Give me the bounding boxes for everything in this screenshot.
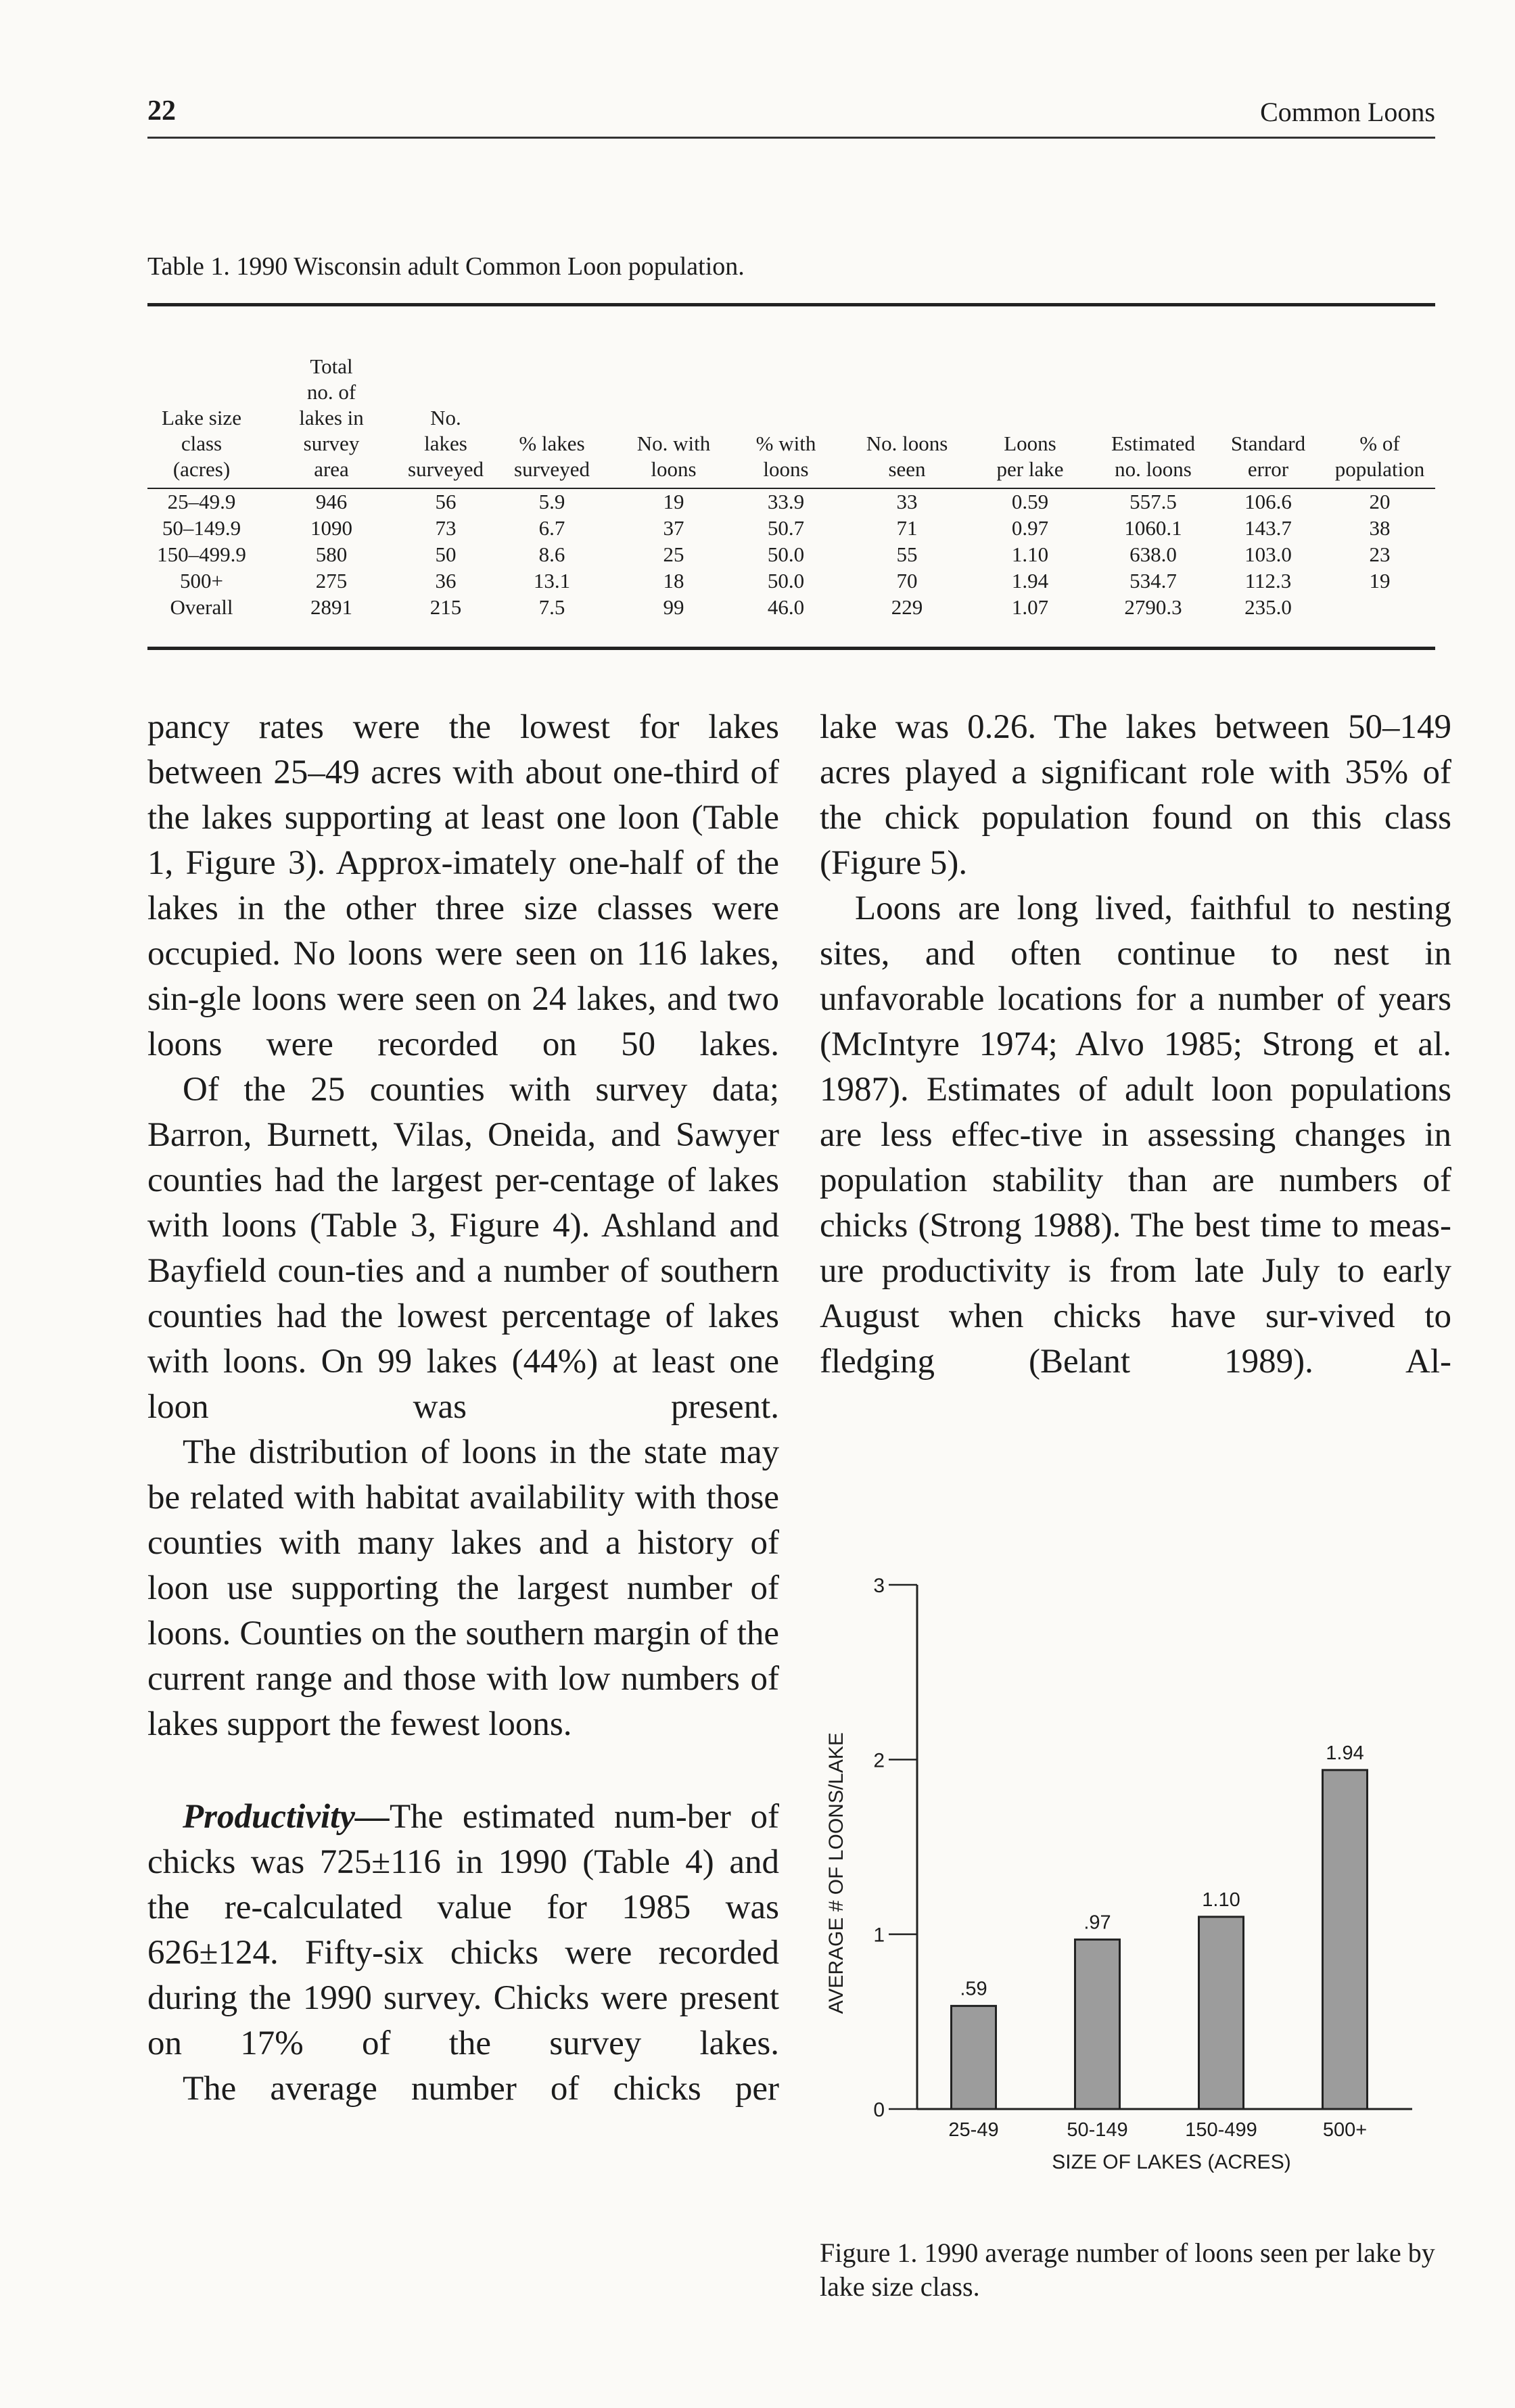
table-cell: 638.0 <box>1129 542 1177 566</box>
table-cell: 13.1 <box>533 569 571 593</box>
table-cell: 99 <box>663 595 684 619</box>
table-cell: 103.0 <box>1244 542 1292 566</box>
paragraph: lake was 0.26. The lakes between 50–149 acres played a significant role with 35% of the chick population found on this class (Figure 5). <box>820 708 1451 882</box>
x-axis-title: SIZE OF LAKES (ACRES) <box>1052 2151 1291 2173</box>
table-cell: 1.07 <box>1011 595 1049 619</box>
table-column-header: % with loons <box>755 432 816 481</box>
table-cell: 557.5 <box>1129 490 1177 513</box>
table-cell: 25–49.9 <box>167 490 236 513</box>
table-cell: 275 <box>315 569 348 593</box>
table-cell: 106.6 <box>1244 490 1292 513</box>
bar-50-149 <box>1075 1939 1120 2109</box>
table-cell: 71 <box>896 516 918 540</box>
paragraph: Of the 25 counties with survey data; Barron, Burnett, Vilas, Oneida, and Sawyer counties had the largest per-centage of lakes with loons (Table 3, Figure 4). Ashland and Bayfield coun-ties and a number of southern counties had the lowest percentage of lakes with loons. On 99 lakes (44%) at least one loon was present. <box>147 1071 779 1426</box>
paragraph: Loons are long lived, faithful to nesting sites, and often continue to nest in unfavorable locations for a number of years (McIntyre 1974; Alvo 1985; Strong et al. 1987). Estimates of adult loon populations are less effec-tive in assessing changes in population stability than are numbers of chicks (Strong 1988). The best time to meas-ure productivity is from late July to early August when chicks have sur-vived to fledging (Belant 1989). Al- <box>820 889 1451 1381</box>
table-cell: 112.3 <box>1244 569 1292 593</box>
paragraph: pancy rates were the lowest for lakes between 25–49 acres with about one-third of the lakes supporting at least one loon (Table 1, Figure 3). Approx-imately one-half of the lakes in the other three size classes were occupied. No loons were seen on 116 lakes, sin-gle loons were seen on 24 lakes, and two loons were recorded on 50 lakes. <box>147 708 779 1063</box>
table-cell: 56 <box>435 490 457 513</box>
table-cell: 70 <box>896 569 918 593</box>
table-column-header: No. lakes surveyed <box>408 406 484 481</box>
table-cell: 5.9 <box>538 490 565 513</box>
bar-150-499 <box>1199 1917 1244 2109</box>
table-cell: 534.7 <box>1129 569 1177 593</box>
table-cell: 235.0 <box>1244 595 1292 619</box>
table-cell: 50.0 <box>767 569 805 593</box>
table-cell: 580 <box>315 542 348 566</box>
table-cell: 20 <box>1369 490 1391 513</box>
table-column-header: % lakes surveyed <box>514 432 590 481</box>
table-cell: 50 <box>435 542 457 566</box>
table-cell: 50.7 <box>767 516 805 540</box>
y-tick-label: 3 <box>873 1575 885 1597</box>
table-cell: 1.10 <box>1011 542 1049 566</box>
table-cell: 2790.3 <box>1124 595 1182 619</box>
paragraph: The distribution of loons in the state may be related with habitat availability with those counties with many lakes and a history of loon use supporting the largest number of loons. Counties on the southern margin of the current range and those with low numbers of lakes support the fewest loons. <box>147 1433 779 1743</box>
left-text-column <box>147 705 779 2112</box>
table-cell: 33 <box>896 490 918 513</box>
table-cell: 0.59 <box>1011 490 1049 513</box>
x-tick-label: 500+ <box>1322 2119 1368 2141</box>
bar-value-label: 1.10 <box>1202 1889 1240 1911</box>
table-cell: 6.7 <box>538 516 565 540</box>
table-cell: 229 <box>891 595 923 619</box>
table-cell: 1090 <box>310 516 352 540</box>
bar-value-label: .59 <box>960 1978 987 2000</box>
table-column-header: Total no. of lakes in survey area <box>299 354 364 481</box>
table-cell: 500+ <box>180 569 223 593</box>
table-cell: 46.0 <box>767 595 805 619</box>
table-cell: 215 <box>429 595 462 619</box>
bar-25-49 <box>952 2006 996 2109</box>
table-column-header: Loons per lake <box>996 432 1064 481</box>
header-rule <box>147 137 1435 139</box>
table-cell: 50.0 <box>767 542 805 566</box>
y-tick-label: 2 <box>873 1749 885 1772</box>
bar-value-label: .97 <box>1083 1912 1111 1934</box>
table-column-header: Lake size class (acres) <box>162 406 241 481</box>
table-top-rule <box>147 303 1435 306</box>
table-cell: 0.97 <box>1011 516 1049 540</box>
paragraph: The average number of chicks per <box>183 2070 779 2108</box>
table-cell: 73 <box>435 516 457 540</box>
table-cell: 18 <box>663 569 684 593</box>
table-cell: 2891 <box>310 595 352 619</box>
table-cell: 55 <box>896 542 918 566</box>
table-cell: 7.5 <box>538 595 565 619</box>
running-title: Common Loons <box>1260 97 1435 127</box>
y-axis-title: AVERAGE # OF LOONS/LAKE <box>825 1732 847 2014</box>
table-cell: 25 <box>663 542 684 566</box>
table-cell: 19 <box>1369 569 1391 593</box>
loons-per-lake-bar-chart <box>798 1515 1468 2178</box>
table-column-header: No. with loons <box>636 432 711 481</box>
table-column-header: No. loons seen <box>866 432 948 481</box>
x-tick-label: 50-149 <box>1067 2119 1128 2141</box>
table-cell: 143.7 <box>1244 516 1292 540</box>
table-cell: 23 <box>1369 542 1391 566</box>
table-cell: 946 <box>315 490 348 513</box>
right-text-column <box>820 705 1451 1385</box>
table-cell: 1060.1 <box>1124 516 1182 540</box>
table-column-header: % of population <box>1334 432 1425 481</box>
table-cell: 33.9 <box>767 490 805 513</box>
x-tick-label: 25-49 <box>948 2119 999 2141</box>
x-tick-label: 150-499 <box>1185 2119 1257 2141</box>
bar-500+ <box>1323 1770 1368 2109</box>
productivity-text: The estimated num-ber of chicks was 725±116 in 1990 (Table 4) and the re-calculated value for 1985 was 626±124. Fifty-six chicks were recorded during the 1990 survey. Chicks were present on 17% of the survey lakes. <box>147 1798 779 2062</box>
page-number: 22 <box>147 95 176 126</box>
table-bottom-rule <box>147 647 1435 650</box>
figure-caption: Figure 1. 1990 average number of loons seen per lake by lake size class. <box>820 2238 1435 2302</box>
bar-value-label: 1.94 <box>1326 1742 1364 1764</box>
table-cell: 1.94 <box>1011 569 1049 593</box>
paragraph <box>147 1795 779 2066</box>
table-cell: 37 <box>663 516 684 540</box>
table-cell: 19 <box>663 490 684 513</box>
table-cell: 150–499.9 <box>157 542 246 566</box>
y-tick-label: 0 <box>873 2099 885 2121</box>
table-cell: 8.6 <box>538 542 565 566</box>
table-caption: Table 1. 1990 Wisconsin adult Common Loon population. <box>147 252 745 281</box>
table-column-header: Estimated no. loons <box>1111 432 1195 481</box>
productivity-heading: Productivity— <box>183 1798 390 1836</box>
y-tick-label: 1 <box>873 1924 885 1947</box>
table-cell: Overall <box>170 595 233 619</box>
table-cell: 50–149.9 <box>162 516 241 540</box>
table-cell: 36 <box>435 569 457 593</box>
table-cell: 38 <box>1369 516 1391 540</box>
table-column-header: Standard error <box>1230 432 1306 481</box>
